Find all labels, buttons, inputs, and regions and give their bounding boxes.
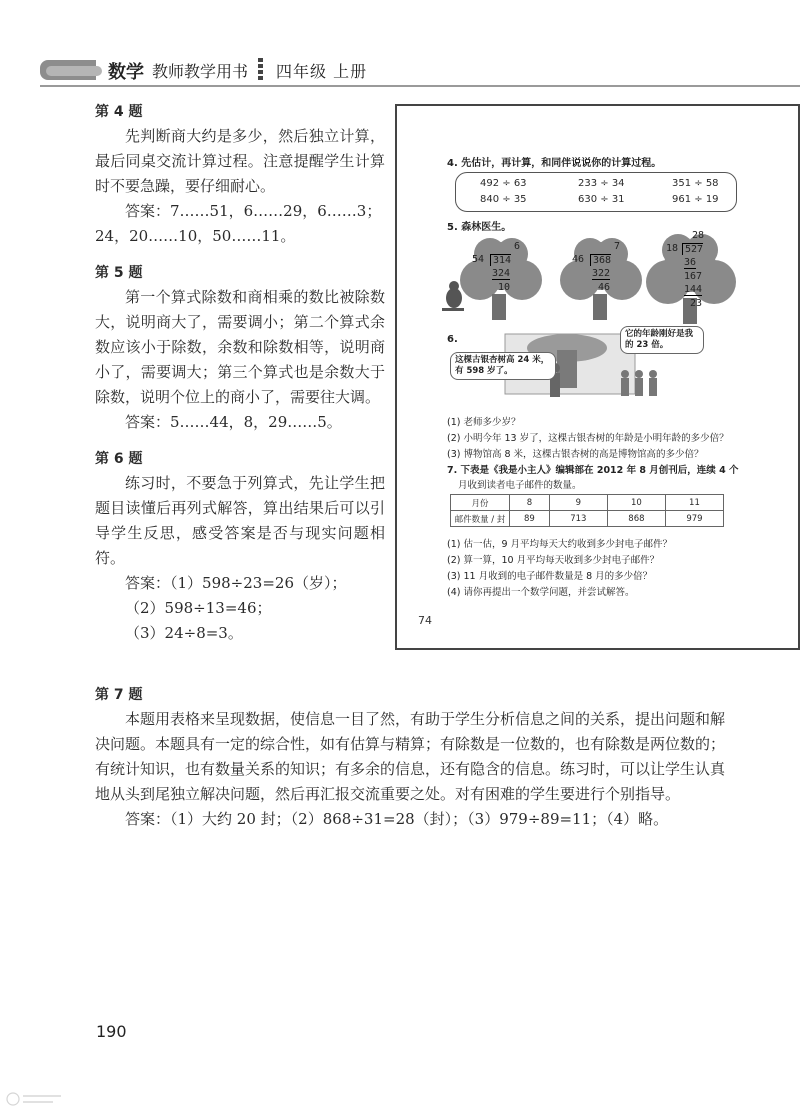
tb-q7-title-1: 7. 下表是《我是小主人》编辑部在 2012 年 8 月创刊后，连续 4 个 [447, 465, 739, 476]
div3-dividend: 527 [682, 243, 703, 255]
tb-expr: 233 ÷ 34 [578, 178, 625, 189]
q4-answer-line1: 答案：7……51，6……29，6……3； [125, 202, 382, 220]
table-cell: 11 [665, 495, 723, 511]
table-cell: 10 [607, 495, 665, 511]
tb-expr: 840 ÷ 35 [480, 194, 527, 205]
speech-bubble-teacher: 这棵古银杏树高 24 米，有 598 岁了。 [450, 352, 556, 380]
tb-q6-sub3: (3) 博物馆高 8 米，这棵古银杏树的高是博物馆高的多少倍？ [447, 449, 704, 460]
q4-title: 第 4 题 [95, 104, 143, 120]
tb-q7-sub3: (3) 11 月收到的电子邮件数量是 8 月的多少倍？ [447, 571, 653, 582]
q7-section [95, 683, 725, 832]
tb-q7-title-2: 月收到读者电子邮件的数量。 [458, 480, 582, 491]
woodpecker-icon [442, 281, 464, 311]
page-number: 190 [96, 1022, 127, 1041]
tb-q7-sub2: (2) 算一算，10 月平均每天收到多少封电子邮件？ [447, 555, 660, 566]
table-cell: 89 [510, 511, 550, 527]
table-row [451, 511, 724, 527]
tb-q4-title: 4. 先估计，再计算，和同伴说说你的计算过程。 [447, 158, 662, 169]
q6-answer-1: 答案：（1）598÷23=26（岁）； [125, 574, 347, 592]
header-book-title: 教师教学用书 [152, 62, 249, 81]
div3-remainder: 23 [690, 298, 703, 309]
tb-q6-label: 6. [447, 334, 458, 345]
div2-divisor: 46 [572, 254, 585, 265]
q5-answer: 答案：5……44，8，29……5。 [125, 413, 342, 431]
table-cell: 713 [549, 511, 607, 527]
email-count-table [450, 494, 724, 527]
q7-title: 第 7 题 [95, 687, 143, 703]
div1-divisor: 54 [472, 254, 485, 265]
header-tab-highlight [46, 66, 102, 76]
header-separator [258, 58, 263, 80]
q5-title: 第 5 题 [95, 265, 143, 281]
tb-expr: 630 ÷ 31 [578, 194, 625, 205]
q7-answer: 答案：（1）大约 20 封；（2）868÷31=28（封）；（3）979÷89=11；（4）略。 [125, 810, 669, 828]
table-cell: 月份 [451, 495, 510, 511]
div3-divisor: 18 [666, 243, 679, 254]
div1-dividend: 314 [490, 254, 511, 266]
div2-remainder: 46 [598, 282, 611, 293]
tb-q6-sub1: (1) 老师多少岁？ [447, 417, 521, 428]
left-column [95, 100, 385, 646]
q5-body: 第一个算式除数和商相乘的数比被除数大，说明商大了，需要调小；第二个算式余数应该小于除数，余数和除数相等，说明商小了，需要调大；第三个算式也是余数大于除数，说明个位上的商小了，需要往大调。 [95, 288, 385, 406]
tb-expr: 961 ÷ 19 [672, 194, 719, 205]
q6-answer-3: （3）24÷8=3。 [125, 624, 243, 642]
tb-expr: 351 ÷ 58 [672, 178, 719, 189]
table-cell: 868 [607, 511, 665, 527]
div3-step2: 167 [684, 271, 703, 282]
tb-q6-sub2: (2) 小明今年 13 岁了，这棵古银杏树的年龄是小明年龄的多少倍？ [447, 433, 729, 444]
div1-product: 324 [492, 268, 511, 279]
div1-remainder: 10 [498, 282, 511, 293]
header-grade: 四年级 上册 [276, 62, 368, 81]
tb-q7-sub4: (4) 请你再提出一个数学问题，并尝试解答。 [447, 587, 635, 598]
tb-expr: 492 ÷ 63 [480, 178, 527, 189]
q6-body: 练习时，不要急于列算式，先让学生把题目读懂后再列式解答，算出结果后可以引导学生反思，感受答案是否与现实问题相符。 [95, 474, 385, 567]
div2-dividend: 368 [590, 254, 611, 266]
table-row [451, 495, 724, 511]
div2-quotient: 7 [613, 241, 620, 252]
textbook-page-number: 74 [418, 614, 432, 627]
tb-q5-title: 5. 森林医生。 [447, 222, 512, 233]
children-icon [621, 370, 657, 396]
tb-q7-sub1: (1) 估一估，9 月平均每天大约收到多少封电子邮件？ [447, 539, 673, 550]
q4-body: 先判断商大约是多少，然后独立计算，最后同桌交流计算过程。注意提醒学生计算时不要急躁，要仔细耐心。 [95, 127, 385, 195]
header-rule [40, 85, 800, 87]
header-subject: 数学 [108, 62, 144, 83]
div3-step1: 36 [684, 257, 697, 268]
div3-quotient: 28 [691, 230, 704, 241]
watermark-logo-icon [5, 1090, 65, 1108]
q7-body: 本题用表格来呈现数据，使信息一目了然，有助于学生分析信息之间的关系，提出问题和解决问题。本题具有一定的综合性，如有估算与精算；有除数是一位数的，也有除数是两位数的；有统计知识，也有数量关系的知识；有多余的信息，还有隐含的信息。练习时，可以让学生认真地从头到尾独立解决问题，然后再汇报交流重要之处。对有困难的学生要进行个别指导。 [95, 710, 726, 803]
q4-answer-line2: 24，20……10，50……11。 [95, 227, 296, 245]
div3-step3: 144 [684, 284, 703, 295]
table-cell: 邮件数量 / 封 [451, 511, 510, 527]
q6-answer-2: （2）598÷13=46； [125, 599, 272, 617]
div2-product: 322 [592, 268, 611, 279]
table-cell: 9 [549, 495, 607, 511]
div1-quotient: 6 [513, 241, 520, 252]
table-cell: 8 [510, 495, 550, 511]
q6-title: 第 6 题 [95, 451, 143, 467]
speech-bubble-child: 它的年龄刚好是我的 23 倍。 [620, 326, 704, 354]
table-cell: 979 [665, 511, 723, 527]
